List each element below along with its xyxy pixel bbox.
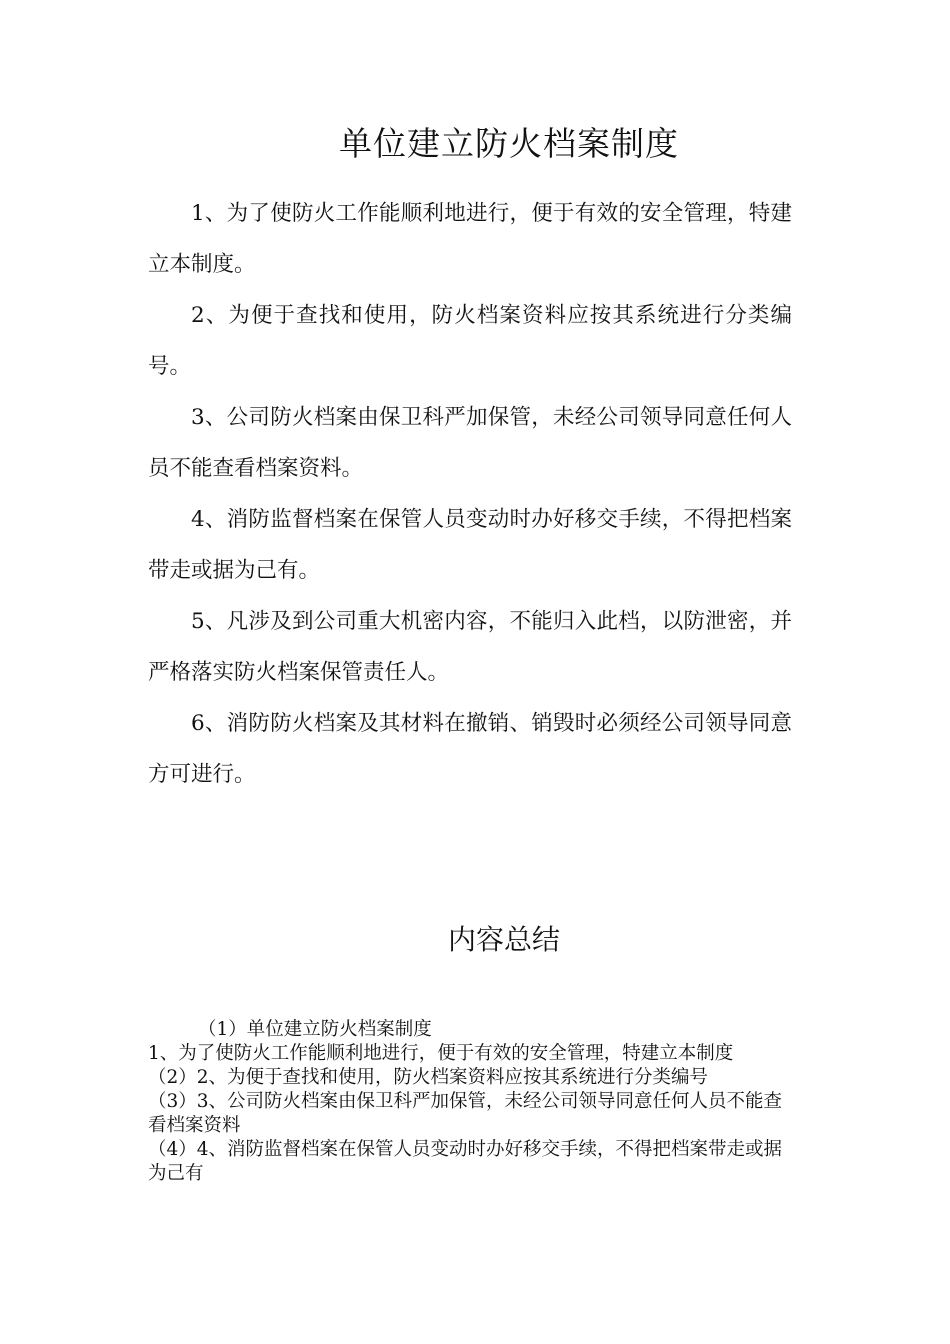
paragraph-1: 1、为了使防火工作能顺利地进行，便于有效的安全管理，特建立本制度。 bbox=[148, 201, 792, 277]
paragraph-6: 6、消防防火档案及其材料在撤销、销毁时必须经公司领导同意方可进行。 bbox=[148, 711, 792, 787]
document-body bbox=[148, 188, 792, 800]
summary-heading: （1）单位建立防火档案制度 bbox=[198, 1019, 432, 1040]
summary-line-1: 1、为了使防火工作能顺利地进行，便于有效的安全管理，特建立本制度 bbox=[148, 1043, 734, 1064]
summary-line-3: （3）3、公司防火档案由保卫科严加保管，未经公司领导同意任何人员不能查看档案资料 bbox=[148, 1091, 783, 1136]
paragraph-4: 4、消防监督档案在保管人员变动时办好移交手续，不得把档案带走或据为己有。 bbox=[148, 507, 792, 583]
summary-section bbox=[148, 1018, 798, 1186]
paragraph-3: 3、公司防火档案由保卫科严加保管，未经公司领导同意任何人员不能查看档案资料。 bbox=[148, 405, 792, 481]
summary-line-4: （4）4、消防监督档案在保管人员变动时办好移交手续，不得把档案带走或据为己有 bbox=[148, 1139, 783, 1184]
summary-line-2: （2）2、为便于查找和使用，防火档案资料应按其系统进行分类编号 bbox=[148, 1067, 709, 1088]
summary-title: 内容总结 bbox=[447, 923, 560, 956]
paragraph-2: 2、为便于查找和使用，防火档案资料应按其系统进行分类编号。 bbox=[148, 303, 792, 379]
document-title: 单位建立防火档案制度 bbox=[339, 124, 679, 163]
paragraph-5: 5、凡涉及到公司重大机密内容，不能归入此档，以防泄密，并严格落实防火档案保管责任人。 bbox=[148, 609, 792, 685]
